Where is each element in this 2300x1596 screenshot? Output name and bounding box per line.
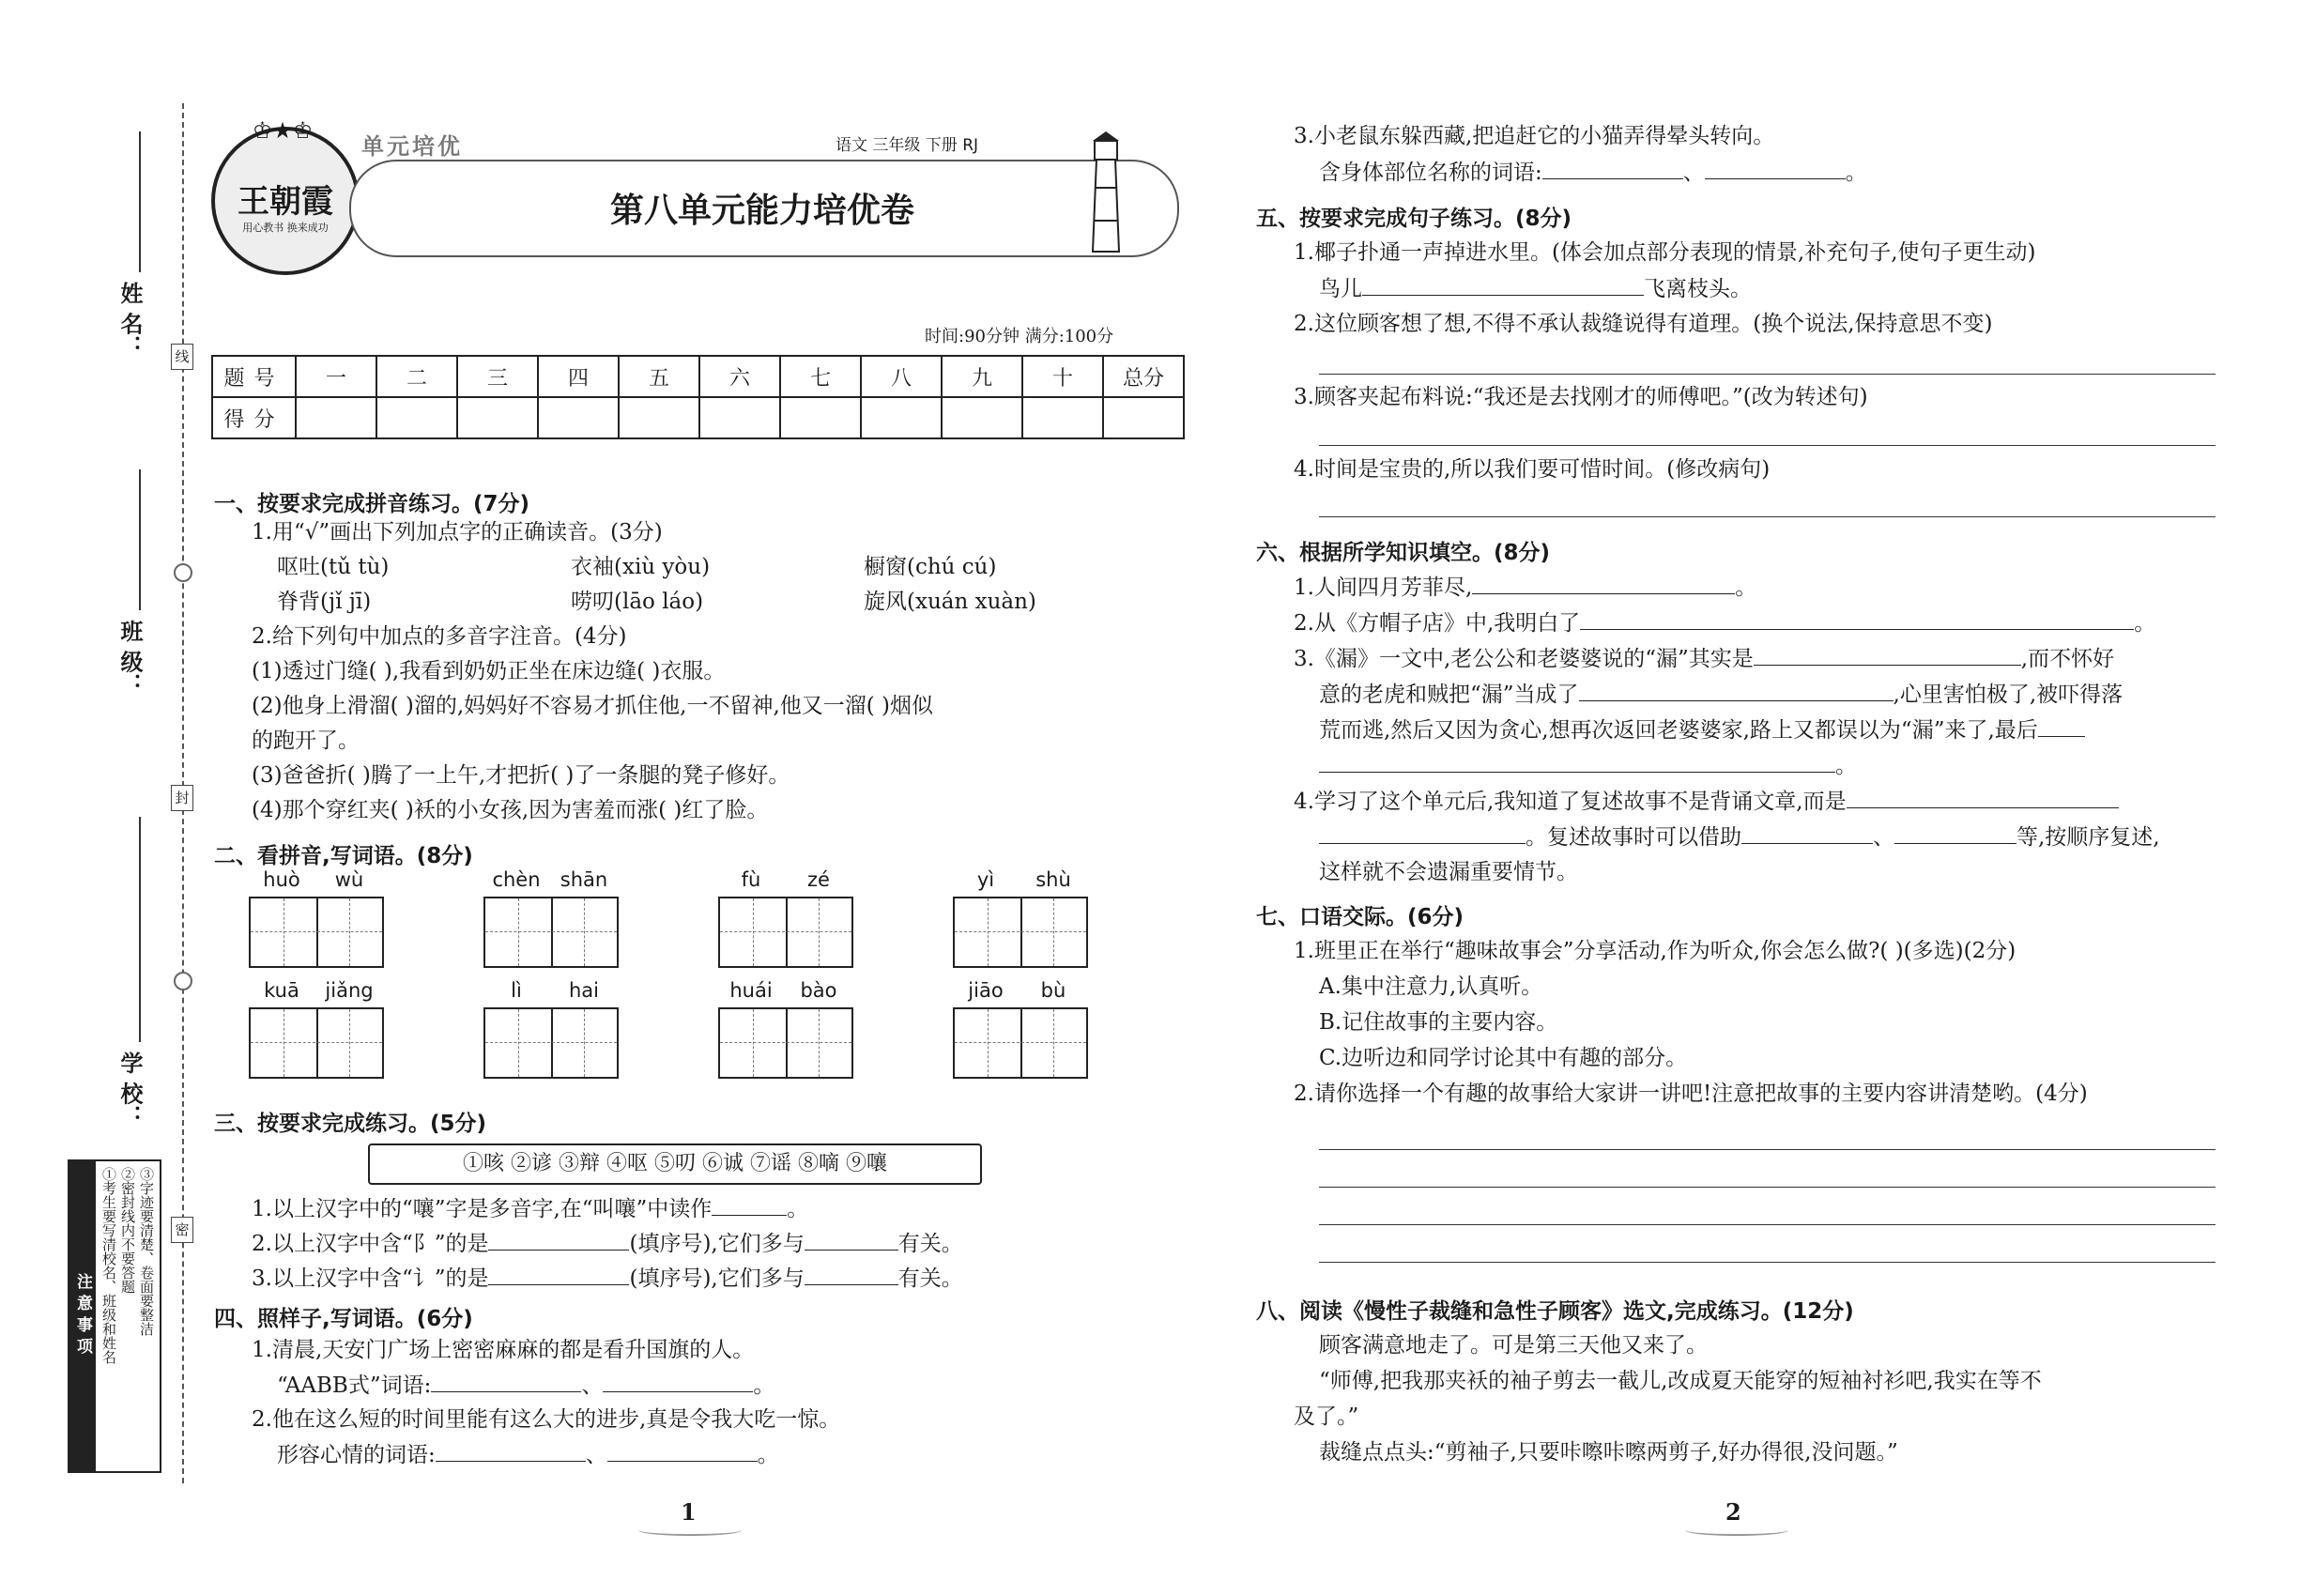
s5-q4: 4.时间是宝贵的,所以我们要可惜时间。(修改病句) (1294, 457, 1771, 482)
answer-blank[interactable] (2038, 715, 2085, 737)
s1-q1-item[interactable]: 旋风(xuán xuàn) (864, 590, 1036, 614)
answer-blank[interactable] (603, 1371, 753, 1392)
s1-q2-line[interactable]: (1)透过门缝( ),我看到奶奶正坐在床边缝( )衣服。 (252, 659, 726, 683)
s1-q1-item[interactable]: 衣袖(xiù yòu) (571, 555, 711, 579)
s4-q1: 1.清晨,天安门广场上密密麻麻的都是看升国旗的人。 (252, 1338, 755, 1362)
section-8-title: 八、阅读《慢性子裁缝和急性子顾客》选文,完成练习。(12分) (1256, 1299, 1854, 1324)
s1-q1: 1.用“√”画出下列加点字的正确读音。(3分) (252, 520, 663, 545)
table-header-cell: 七 (780, 356, 861, 397)
s3-fill-end: 有关。 (897, 1232, 963, 1256)
answer-blank[interactable] (436, 1440, 586, 1462)
name-label: 姓 名： (116, 282, 143, 358)
section-7-title: 七、口语交际。(6分) (1256, 905, 1464, 929)
s6-q4c: 等,按顺序复述, (2016, 825, 2160, 850)
table-row (212, 356, 1184, 397)
guide-line (988, 1009, 989, 1077)
answer-blank[interactable] (805, 1264, 898, 1285)
s1-q2-line[interactable]: (3)爸爸折( )腾了一上午,才把折( )了一条腿的凳子修好。 (252, 763, 790, 788)
section-3-title: 三、按要求完成练习。(5分) (214, 1112, 487, 1136)
s3-q2-text: 2.以上汉字中含“阝”的是 (252, 1232, 489, 1256)
pinyin-label: bào (800, 979, 837, 1002)
s6-q1[interactable] (1294, 573, 1756, 602)
guide-line (753, 898, 754, 966)
s1-q2-line[interactable]: (2)他身上滑溜( )溜的,妈妈好不容易才抓住他,一不留神,他又一溜( )烟似 (252, 694, 934, 718)
pinyin-label: chèn (492, 868, 541, 891)
answer-blank[interactable] (1319, 751, 1835, 773)
answer-line[interactable] (1319, 1187, 2216, 1188)
pinyin-label: lì (511, 979, 522, 1002)
note-item: ①考生要写清校名、班级和姓名 (100, 1167, 117, 1364)
end-mark: 。 (1835, 754, 1857, 778)
s6-q3-cont[interactable] (1319, 680, 2123, 709)
answer-blank[interactable] (1472, 573, 1735, 594)
separator: 、 (1682, 161, 1705, 185)
answer-blank[interactable] (1741, 822, 1873, 844)
s7-q1[interactable]: 1.班里正在举行“趣味故事会”分享活动,作为听众,你会怎么做?( )(多选)(2分) (1294, 939, 2016, 963)
page-title: 第八单元能力培优卷 (609, 192, 914, 230)
s6-q3d: ,心里害怕极了,被吓得落 (1893, 683, 2124, 707)
section-6-title: 六、根据所学知识填空。(8分) (1256, 541, 1551, 565)
school-line[interactable] (139, 817, 141, 1042)
s8-paragraph: 裁缝点点头:“剪袖子,只要咔嚓咔嚓两剪子,好办得很,没问题。” (1319, 1440, 1898, 1465)
s5-q1: 1.椰子扑通一声掉进水里。(体会加点部分表现的情景,补充句子,使句子更生动) (1294, 240, 2036, 265)
guide-line (955, 931, 1086, 932)
pinyin-label: bù (1040, 979, 1066, 1002)
guide-line (753, 1009, 754, 1077)
table-header-cell: 八 (861, 356, 942, 397)
score-cell[interactable] (457, 397, 538, 438)
s1-q1-item[interactable]: 脊背(jǐ jī) (277, 590, 372, 614)
guide-line (251, 931, 382, 932)
table-header-cell: 总分 (1103, 356, 1184, 397)
separator: 、 (581, 1373, 604, 1398)
guide-line (819, 898, 820, 966)
class-line[interactable] (139, 469, 141, 610)
answer-blank[interactable] (488, 1264, 629, 1285)
tianzige-cell-pair[interactable] (953, 897, 1088, 968)
time-score: 时间:90分钟 满分:100分 (925, 327, 1114, 346)
tianzige-cell-pair[interactable] (483, 1007, 619, 1079)
answer-blank[interactable] (1847, 787, 2119, 808)
separator: 、 (1873, 825, 1894, 850)
lighthouse-icon (1089, 131, 1123, 253)
answer-blank[interactable] (431, 1371, 581, 1392)
s3-fill-mid: (填序号),它们多与 (629, 1232, 805, 1256)
s7-option-b[interactable]: B.记住故事的主要内容。 (1319, 1010, 1558, 1035)
s5-q1-answer[interactable] (1319, 274, 1752, 303)
cut-mark-line: 线 (171, 344, 193, 370)
s6-q4-cont[interactable] (1319, 822, 2160, 852)
score-cell[interactable] (861, 397, 942, 438)
brand-name: 王朝霞 (238, 183, 333, 221)
answer-line[interactable] (1319, 1262, 2216, 1263)
table-header-cell: 四 (538, 356, 619, 397)
tianzige-cell-pair[interactable] (483, 897, 619, 968)
notes-box (68, 1159, 161, 1473)
s6-q2-text: 2.从《方帽子店》中,我明白了 (1294, 611, 1581, 636)
guide-line (251, 1042, 382, 1043)
s1-q2: 2.给下列句中加点的多音字注音。(4分) (252, 624, 627, 649)
s4-q3-answer[interactable] (1319, 158, 1867, 187)
answer-blank[interactable] (488, 1229, 629, 1251)
answer-blank[interactable] (1705, 158, 1846, 179)
guide-line (518, 898, 519, 966)
s3-fill-mid: (填序号),它们多与 (629, 1266, 805, 1291)
s5-q1-a: 鸟儿 (1319, 277, 1362, 301)
s5-q2: 2.这位顾客想了想,不得不承认裁缝说得有道理。(换个说法,保持意思不变) (1294, 312, 1993, 336)
table-row-label: 题号 (212, 356, 296, 397)
s6-q3-cont[interactable] (1319, 715, 2085, 744)
s3-q1-end: 。 (787, 1197, 809, 1221)
page-number-2: 2 (1725, 1498, 1741, 1526)
s4-q3-label: 含身体部位名称的词语: (1319, 161, 1542, 185)
guide-line (720, 1042, 851, 1043)
answer-blank[interactable] (1580, 608, 2134, 630)
s3-q1-text: 1.以上汉字中的“嚷”字是多音字,在“叫嚷”中读作 (252, 1197, 713, 1221)
s6-q4d: 这样就不会遗漏重要情节。 (1319, 860, 1578, 884)
pinyin-label: yì (976, 868, 995, 891)
score-table (211, 355, 1185, 439)
s7-option-a[interactable]: A.集中注意力,认真听。 (1319, 974, 1543, 999)
name-line[interactable] (139, 131, 141, 272)
table-header-cell: 十 (1022, 356, 1103, 397)
s6-q3c: 意的老虎和贼把“漏”当成了 (1319, 683, 1579, 707)
guide-line (349, 1009, 350, 1077)
answer-line[interactable] (1319, 374, 2216, 375)
s8-paragraph: 及了。” (1294, 1404, 1359, 1429)
answer-blank[interactable] (1542, 158, 1683, 179)
s6-q3b: ,而不怀好 (2020, 647, 2115, 671)
tianzige-cell-pair[interactable] (953, 1007, 1088, 1079)
s7-option-c[interactable]: C.边听边和同学讨论其中有趣的部分。 (1319, 1046, 1688, 1070)
s4-q2-label: 形容心情的词语: (277, 1443, 436, 1467)
answer-line[interactable] (1319, 516, 2216, 517)
s1-q2-line: 的跑开了。 (252, 729, 360, 753)
crown-icon: ♔★♔ (252, 117, 314, 144)
pinyin-label: hai (568, 979, 599, 1002)
table-header-cell: 一 (296, 356, 376, 397)
s6-q4b: 。复述故事时可以借助 (1526, 825, 1741, 850)
binding-hole (174, 563, 192, 582)
pinyin-label: jiǎng (325, 979, 374, 1002)
guide-line (518, 1009, 519, 1077)
s7-q2: 2.请你选择一个有趣的故事给大家讲一讲吧!注意把故事的主要内容讲清楚哟。(4分) (1294, 1082, 2088, 1106)
score-cell[interactable] (1103, 397, 1184, 438)
s8-paragraph: “师傅,把我那夹袄的袖子剪去一截儿,改成夏天能穿的短袖衬衫吧,我实在等不 (1319, 1369, 2042, 1393)
answer-line[interactable] (1319, 1149, 2216, 1150)
cut-mark-seal: 封 (171, 785, 193, 811)
s1-q2-line[interactable]: (4)那个穿红夹( )袄的小女孩,因为害羞而涨( )红了脸。 (252, 798, 769, 822)
note-item: ③字迹要清楚、卷面要整洁 (138, 1167, 155, 1336)
pinyin-label: fù (741, 868, 761, 891)
section-1-title: 一、按要求完成拼音练习。(7分) (214, 492, 530, 516)
table-header-cell: 九 (942, 356, 1022, 397)
s1-q1-item[interactable]: 呕吐(tǔ tù) (277, 555, 390, 579)
tianzige-cell-pair[interactable] (249, 1007, 384, 1079)
score-cell[interactable] (376, 397, 457, 438)
answer-blank[interactable] (607, 1440, 758, 1462)
table-row (212, 397, 1184, 438)
pinyin-label: jiāo (968, 979, 1004, 1002)
guide-line (485, 1042, 617, 1043)
answer-blank[interactable] (1754, 644, 2021, 666)
pinyin-label: zé (807, 868, 830, 891)
s4-q2-answer[interactable] (277, 1440, 779, 1469)
table-header-cell: 三 (457, 356, 538, 397)
answer-blank[interactable] (1319, 822, 1526, 844)
s6-q3[interactable] (1294, 644, 2114, 673)
character-list-box: ①咳 ②谚 ③辩 ④呕 ⑤叨 ⑥诚 ⑦谣 ⑧嘀 ⑨嚷 (368, 1143, 982, 1185)
pinyin-label: kuā (264, 979, 299, 1002)
pinyin-label: shān (560, 868, 608, 891)
s6-q3-cont[interactable] (1319, 751, 1857, 780)
answer-line[interactable] (1319, 445, 2216, 446)
guide-line (819, 1009, 820, 1077)
score-cell[interactable] (296, 397, 376, 438)
s6-q1-text: 1.人间四月芳菲尽, (1294, 575, 1473, 600)
score-cell[interactable] (619, 397, 699, 438)
pinyin-label: shù (1035, 868, 1071, 891)
notes-title: 注意事项 (69, 1161, 96, 1471)
page-ornament (1685, 1525, 1788, 1536)
s5-q3: 3.顾客夹起布料说:“我还是去找刚才的师傅吧。”(改为转述句) (1294, 385, 1868, 409)
answer-line[interactable] (1319, 1224, 2216, 1225)
s8-paragraph: 顾客满意地走了。可是第三天他又来了。 (1319, 1333, 1708, 1358)
s3-fill-end: 有关。 (897, 1266, 963, 1291)
answer-blank[interactable] (1362, 274, 1644, 296)
end-mark: 。 (1845, 161, 1867, 185)
guide-line (955, 1042, 1086, 1043)
s6-q2[interactable] (1294, 608, 2155, 637)
binding-hole (174, 972, 192, 990)
note-item: ②密封线内不要答题 (119, 1167, 136, 1294)
guide-line (988, 898, 989, 966)
table-header-cell: 六 (699, 356, 780, 397)
guide-line (485, 931, 617, 932)
s4-q2: 2.他在这么短的时间里能有这么大的进步,真是令我大吃一惊。 (252, 1407, 841, 1432)
table-row-label: 得分 (212, 397, 296, 438)
section-2-title: 二、看拼音,写词语。(8分) (214, 844, 473, 868)
section-5-title: 五、按要求完成句子练习。(8分) (1256, 207, 1572, 231)
s4-q1-answer[interactable] (277, 1371, 774, 1400)
subject-info: 语文 三年级 下册 RJ (836, 136, 979, 155)
guide-line (584, 898, 585, 966)
class-label: 班 级： (116, 620, 143, 696)
guide-line (584, 1009, 585, 1077)
s4-q1-label: “AABB式”词语: (277, 1373, 432, 1398)
answer-blank[interactable] (805, 1229, 898, 1251)
s3-q1[interactable] (252, 1194, 808, 1223)
answer-blank[interactable] (1579, 680, 1894, 701)
cut-mark-secret: 密 (171, 1217, 193, 1243)
pinyin-label: wù (334, 868, 364, 891)
brand-logo (211, 117, 360, 275)
score-cell[interactable] (699, 397, 780, 438)
end-mark: 。 (757, 1443, 779, 1467)
s6-q4a: 4.学习了这个单元后,我知道了复述故事不是背诵文章,而是 (1294, 790, 1847, 814)
pinyin-label: huò (263, 868, 300, 891)
section-4-title: 四、照样子,写词语。(6分) (214, 1307, 473, 1331)
score-cell[interactable] (538, 397, 619, 438)
answer-blank[interactable] (712, 1194, 787, 1216)
end-mark: 。 (753, 1373, 775, 1398)
end-mark: 。 (1735, 575, 1757, 600)
separator: 、 (585, 1443, 607, 1467)
page-ornament (638, 1525, 742, 1536)
s3-q3[interactable] (252, 1264, 963, 1293)
answer-blank[interactable] (1894, 822, 2016, 844)
page-number-1: 1 (681, 1498, 697, 1526)
score-cell[interactable] (780, 397, 861, 438)
school-label: 学 校： (116, 1051, 143, 1128)
s1-q1-item[interactable]: 唠叨(lāo láo) (571, 590, 704, 614)
s3-q3-text: 3.以上汉字中含“讠”的是 (252, 1266, 489, 1291)
guide-line (349, 898, 350, 966)
tianzige-cell-pair[interactable] (718, 1007, 853, 1079)
s5-q1-b: 飞离枝头。 (1644, 277, 1752, 301)
guide-line (1053, 1009, 1054, 1077)
brand-subtitle: 用心教书 换来成功 (242, 222, 329, 234)
tianzige-cell-pair[interactable] (718, 897, 853, 968)
table-header-cell: 二 (376, 356, 457, 397)
s6-q3a: 3.《漏》一文中,老公公和老婆婆说的“漏”其实是 (1294, 647, 1754, 671)
s3-q2[interactable] (252, 1229, 963, 1258)
series-label: 单元培优 (361, 133, 463, 160)
table-header-cell: 五 (619, 356, 699, 397)
guide-line (720, 931, 851, 932)
tianzige-cell-pair[interactable] (249, 897, 384, 968)
s6-q3e: 荒而逃,然后又因为贪心,想再次返回老婆婆家,路上又都误以为“漏”来了,最后 (1319, 718, 2038, 743)
end-mark: 。 (2134, 611, 2156, 636)
s6-q4[interactable] (1294, 787, 2119, 816)
pinyin-label: huái (729, 979, 773, 1002)
guide-line (1053, 898, 1054, 966)
score-cell[interactable] (1022, 397, 1103, 438)
s1-q1-item[interactable]: 橱窗(chú cú) (864, 555, 997, 579)
s4-q3: 3.小老鼠东躲西藏,把追赶它的小猫弄得晕头转向。 (1294, 124, 1775, 148)
score-cell[interactable] (942, 397, 1022, 438)
